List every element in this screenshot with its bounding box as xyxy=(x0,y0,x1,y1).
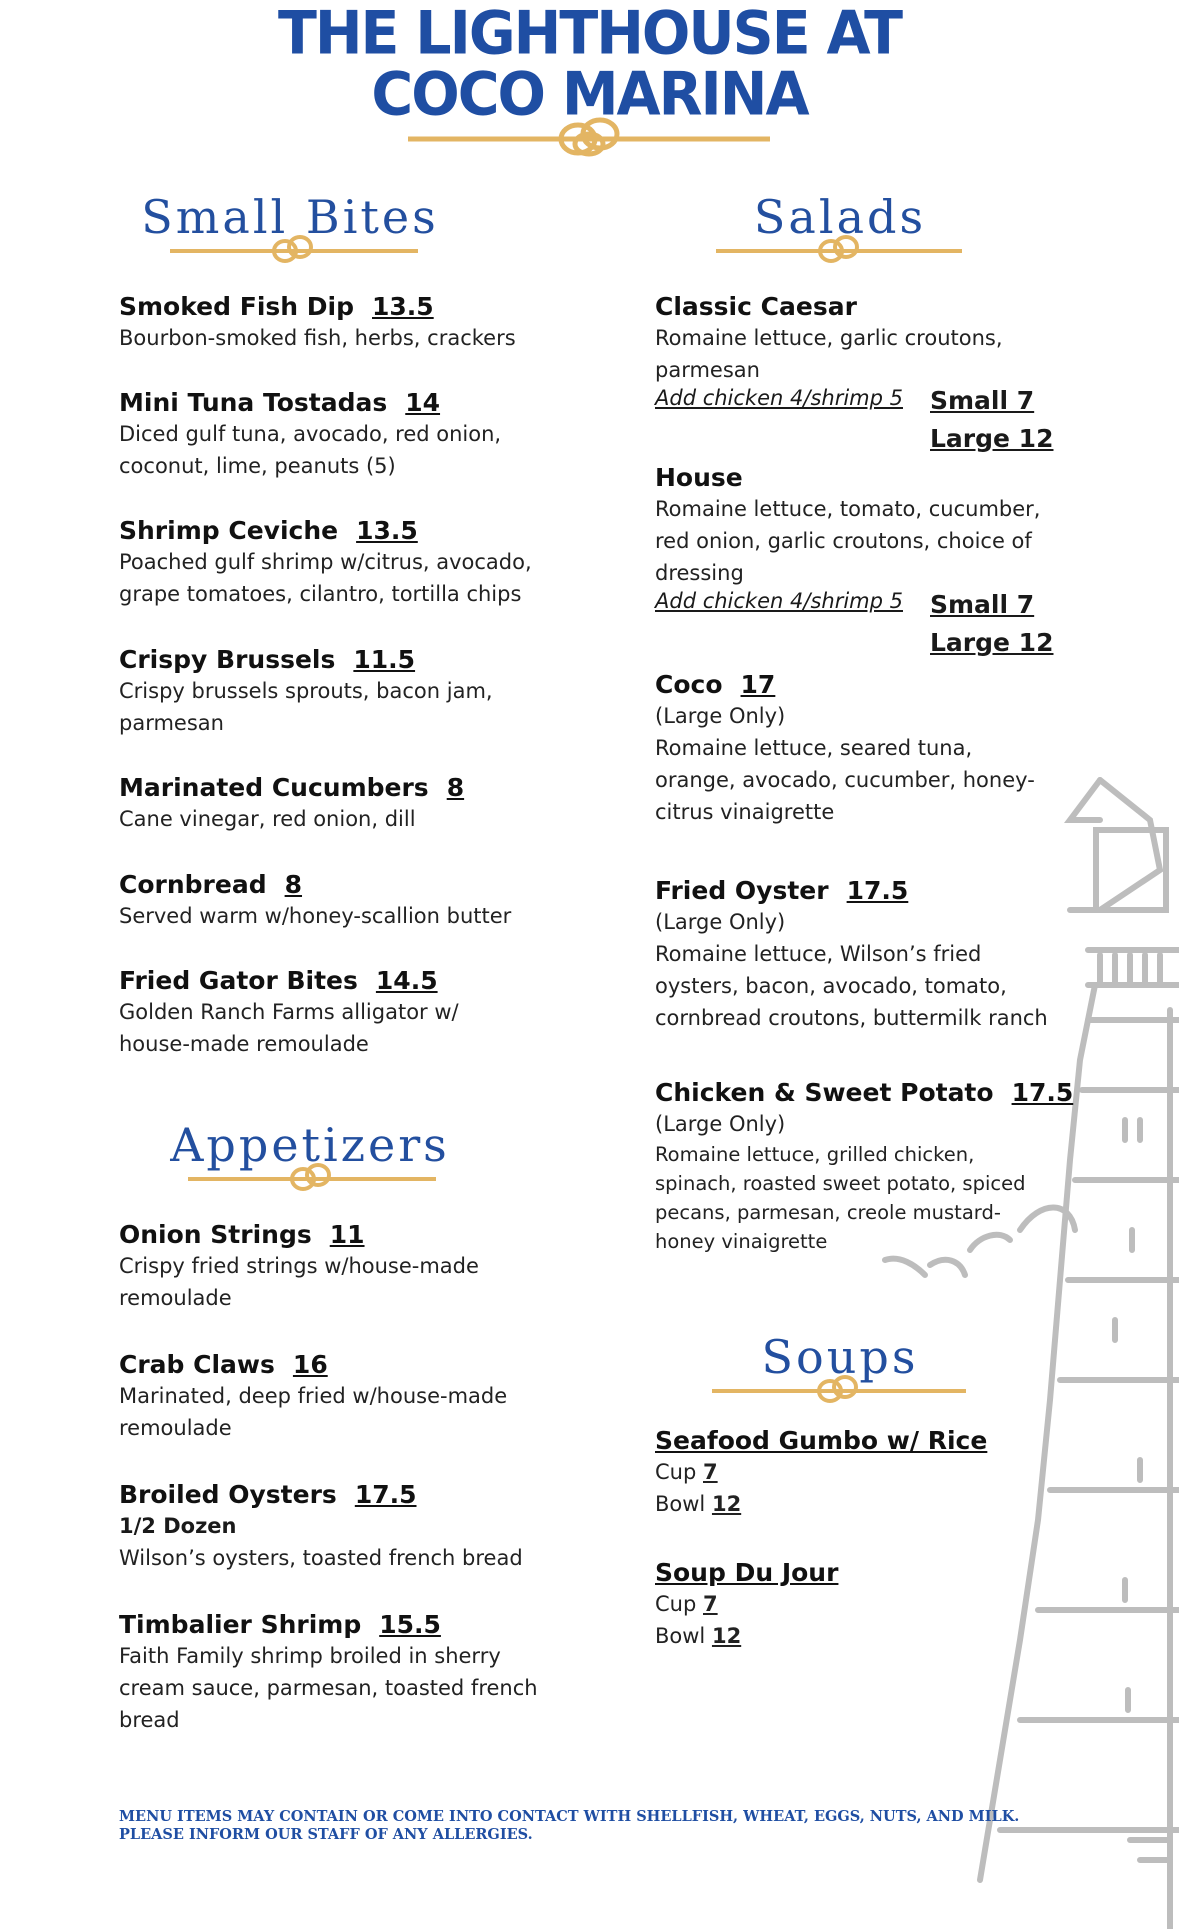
item-price: 16 xyxy=(292,1350,328,1379)
soup-item xyxy=(655,1426,1035,1520)
appetizers-heading: Appetizers xyxy=(170,1118,450,1172)
item-name: Cornbread 8 xyxy=(119,870,303,899)
salad-sizes xyxy=(930,382,1053,458)
item-name: Marinated Cucumbers 8 xyxy=(119,773,465,802)
menu-item xyxy=(119,1350,539,1444)
item-name: Fried Gator Bites 14.5 xyxy=(119,966,438,995)
item-price: 13.5 xyxy=(372,292,434,321)
item-description: Romaine lettuce, tomato, cucumber, red onion, garlic croutons, choice of dressing xyxy=(655,497,1041,585)
salad-item xyxy=(655,670,1075,828)
restaurant-title xyxy=(0,0,1179,130)
small-bites-heading: Small Bites xyxy=(141,190,439,244)
item-description: Bourbon-smoked fish, herbs, crackers xyxy=(119,326,516,350)
title-line-1: THE LIGHTHOUSE AT xyxy=(277,0,902,69)
item-name: Chicken & Sweet Potato 17.5 xyxy=(655,1078,1074,1107)
size-small: Small 7 xyxy=(930,590,1035,619)
item-description: Crispy fried strings w/house-made remoulade xyxy=(119,1254,479,1310)
item-name: Broiled Oysters 17.5 xyxy=(119,1480,417,1509)
item-addon: Add chicken 4/shrimp 5 xyxy=(655,386,903,410)
title-line-2: COCO MARINA xyxy=(371,59,808,130)
item-description: Golden Ranch Farms alligator w/ house-made remoulade xyxy=(119,1000,459,1056)
item-price: 17 xyxy=(740,670,776,699)
soup-item xyxy=(655,1558,1035,1652)
item-description: Poached gulf shrimp w/citrus, avocado, grape tomatoes, cilantro, tortilla chips xyxy=(119,550,532,606)
item-name: House xyxy=(655,463,743,492)
soup-cup: Cup 7 xyxy=(655,1592,718,1616)
item-name: Timbalier Shrimp 15.5 xyxy=(119,1610,441,1639)
item-portion: 1/2 Dozen xyxy=(119,1514,237,1538)
soup-bowl: Bowl 12 xyxy=(655,1624,742,1648)
item-price: 13.5 xyxy=(356,516,418,545)
salads-rope xyxy=(716,234,962,266)
item-price: 8 xyxy=(446,773,465,802)
soups-heading: Soups xyxy=(761,1330,919,1384)
salads-heading: Salads xyxy=(753,190,927,244)
item-price: 17.5 xyxy=(354,1480,417,1509)
item-name: Crispy Brussels 11.5 xyxy=(119,645,416,674)
item-description: Faith Family shrimp broiled in sherry cream sauce, parmesan, toasted french bread xyxy=(119,1644,538,1732)
item-description: Served warm w/honey-scallion butter xyxy=(119,904,512,928)
item-name: Smoked Fish Dip 13.5 xyxy=(119,292,434,321)
item-size-note: (Large Only) xyxy=(655,704,786,728)
item-price: 17.5 xyxy=(846,876,909,905)
item-description: Crispy brussels sprouts, bacon jam, parmesan xyxy=(119,679,493,735)
item-size-note: (Large Only) xyxy=(655,1112,786,1136)
item-description: Cane vinegar, red onion, dill xyxy=(119,807,416,831)
title-rope-divider xyxy=(408,112,770,160)
menu-item xyxy=(119,773,549,835)
item-name: Shrimp Ceviche 13.5 xyxy=(119,516,418,545)
salad-item xyxy=(655,876,1075,1034)
small-bites-rope xyxy=(170,234,418,266)
salad-item xyxy=(655,1078,1075,1256)
allergy-notice xyxy=(119,1808,1019,1844)
item-size-note: (Large Only) xyxy=(655,910,786,934)
item-price: 14 xyxy=(405,388,441,417)
menu-item xyxy=(119,1610,539,1736)
item-price: 17.5 xyxy=(1011,1078,1074,1107)
item-description: Marinated, deep fried w/house-made remoulade xyxy=(119,1384,508,1440)
menu-item xyxy=(119,1480,549,1574)
item-name: Seafood Gumbo w/ Rice xyxy=(655,1426,988,1455)
size-large: Large 12 xyxy=(930,628,1054,657)
item-price: 11.5 xyxy=(353,645,416,674)
item-name: Mini Tuna Tostadas 14 xyxy=(119,388,441,417)
appetizers-rope xyxy=(188,1162,436,1194)
allergy-line-2: PLEASE INFORM OUR STAFF OF ANY ALLERGIES. xyxy=(119,1826,533,1843)
item-name: Classic Caesar xyxy=(655,292,857,321)
item-description: Wilson’s oysters, toasted french bread xyxy=(119,1546,523,1570)
item-price: 11 xyxy=(329,1220,365,1249)
size-large: Large 12 xyxy=(930,424,1054,453)
menu-item xyxy=(119,388,549,482)
item-description: Romaine lettuce, Wilson’s fried oysters, bacon, avocado, tomato, cornbread croutons, buttermilk ranch xyxy=(655,942,1048,1030)
item-price: 14.5 xyxy=(375,966,438,995)
item-price: 8 xyxy=(284,870,303,899)
menu-item xyxy=(119,966,499,1060)
item-price: 15.5 xyxy=(379,1610,441,1639)
menu-item xyxy=(119,1220,519,1314)
menu-item xyxy=(119,870,549,932)
soup-cup: Cup 7 xyxy=(655,1460,718,1484)
item-name: Fried Oyster 17.5 xyxy=(655,876,909,905)
item-description: Romaine lettuce, seared tuna, orange, avocado, cucumber, honey-citrus vinaigrette xyxy=(655,736,1035,824)
soup-bowl: Bowl 12 xyxy=(655,1492,742,1516)
item-description: Romaine lettuce, garlic croutons, parmesan xyxy=(655,326,1003,382)
salad-sizes xyxy=(930,586,1053,662)
size-small: Small 7 xyxy=(930,386,1035,415)
item-description: Romaine lettuce, grilled chicken, spinach, roasted sweet potato, spiced pecans, parmesan, creole mustard-honey vinaigrette xyxy=(655,1143,1026,1253)
item-addon: Add chicken 4/shrimp 5 xyxy=(655,589,903,613)
menu-item xyxy=(119,645,519,739)
item-name: Soup Du Jour xyxy=(655,1558,839,1587)
item-description: Diced gulf tuna, avocado, red onion, coconut, lime, peanuts (5) xyxy=(119,422,502,478)
allergy-line-1: MENU ITEMS MAY CONTAIN OR COME INTO CONTACT WITH SHELLFISH, WHEAT, EGGS, NUTS, AND MILK. xyxy=(119,1808,1020,1825)
item-name: Coco 17 xyxy=(655,670,776,699)
item-name: Onion Strings 11 xyxy=(119,1220,365,1249)
menu-item xyxy=(119,516,549,610)
item-name: Crab Claws 16 xyxy=(119,1350,328,1379)
menu-item xyxy=(119,292,549,354)
soups-rope xyxy=(712,1374,966,1406)
